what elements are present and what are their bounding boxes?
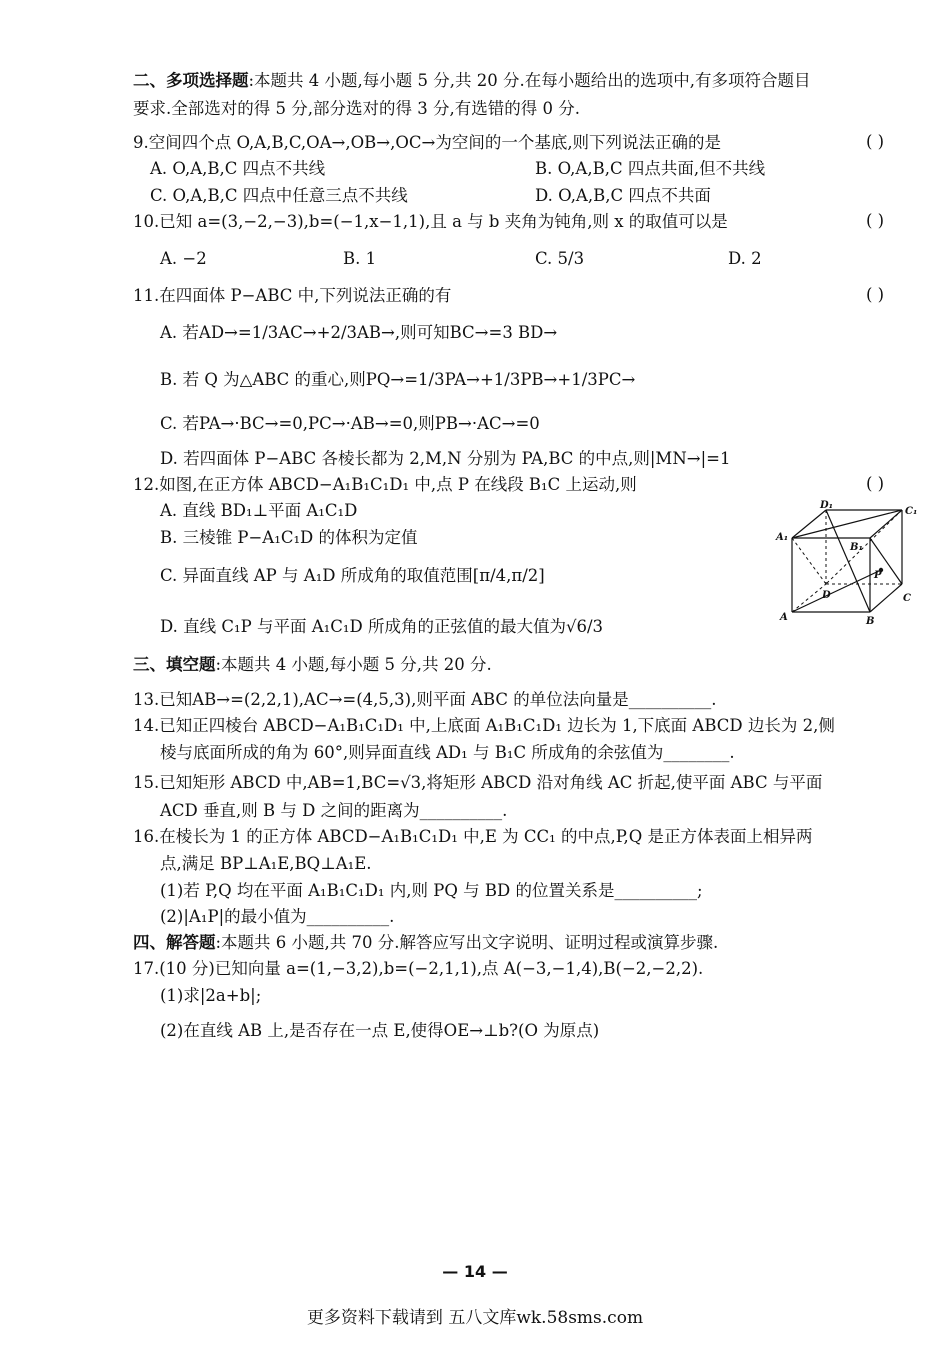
- q11-option-d: D. 若四面体 P−ABC 各棱长都为 2,M,N 分别为 PA,BC 的中点,则|MN→|=1: [160, 449, 731, 468]
- q11-option-c: C. 若PA→·BC→=0,PC→·AB→=0,则PB→·AC→=0: [160, 414, 540, 433]
- q14-line2: 棱与底面所成的角为 60°,则异面直线 AD₁ 与 B₁C 所成角的余弦值为________.: [160, 743, 735, 762]
- section3-title: 三、填空题: [133, 655, 216, 674]
- label-A1: A₁: [776, 532, 789, 543]
- q16-line2: 点,满足 BP⊥A₁E,BQ⊥A₁E.: [160, 854, 372, 873]
- cube-figure: [772, 500, 922, 630]
- q14-line1: 14.已知正四棱台 ABCD−A₁B₁C₁D₁ 中,上底面 A₁B₁C₁D₁ 边长为 1,下底面 ABCD 边长为 2,侧: [133, 716, 835, 735]
- q17-line1: 17.(10 分)已知向量 a=(1,−3,2),b=(−2,1,1),点 A(−3,−1,4),B(−2,−2,2).: [133, 959, 704, 978]
- label-C1: C₁: [905, 506, 918, 517]
- q9-option-c: C. O,A,B,C 四点中任意三点不共线: [150, 186, 408, 205]
- section3-desc: :本题共 4 小题,每小题 5 分,共 20 分.: [215, 655, 492, 674]
- q12-option-c: C. 异面直线 AP 与 A₁D 所成角的取值范围[π/4,π/2]: [160, 566, 545, 585]
- q13-text: 13.已知AB→=(2,2,1),AC→=(4,5,3),则平面 ABC 的单位法向量是__________.: [133, 690, 717, 709]
- q10-stem: 10.已知 a=(3,−2,−3),b=(−1,x−1,1),且 a 与 b 夹角为钝角,则 x 的取值可以是: [133, 212, 728, 231]
- q9-option-b: B. O,A,B,C 四点共面,但不共线: [535, 159, 766, 178]
- section3-heading: [133, 654, 492, 676]
- q10-option-b: B. 1: [343, 249, 377, 268]
- label-C: C: [903, 593, 911, 604]
- section2-title: 二、多项选择题: [133, 71, 249, 90]
- section2-desc-line2: 要求.全部选对的得 5 分,部分选对的得 3 分,有选错的得 0 分.: [133, 99, 580, 118]
- section4-desc: :本题共 6 小题,共 70 分.解答应写出文字说明、证明过程或演算步骤.: [215, 933, 719, 952]
- q10-option-c: C. 5/3: [535, 249, 585, 268]
- q10-option-a: A. −2: [160, 249, 207, 268]
- q17-line3: (2)在直线 AB 上,是否存在一点 E,使得OE→⊥b?(O 为原点): [160, 1021, 600, 1040]
- q9-option-d: D. O,A,B,C 四点不共面: [535, 186, 711, 205]
- q12-option-a: A. 直线 BD₁⊥平面 A₁C₁D: [160, 501, 358, 520]
- q11-option-a: A. 若AD→=1/3AC→+2/3AB→,则可知BC→=3 BD→: [160, 323, 558, 342]
- q9-stem: 9.空间四个点 O,A,B,C,OA→,OB→,OC→为空间的一个基底,则下列说法正确的是: [133, 133, 722, 152]
- q15-line1: 15.已知矩形 ABCD 中,AB=1,BC=√3,将矩形 ABCD 沿对角线 AC 折起,使平面 ABC 与平面: [133, 773, 823, 792]
- q11-answer-paren: ( ): [866, 285, 885, 304]
- q12-option-b: B. 三棱锥 P−A₁C₁D 的体积为定值: [160, 528, 418, 547]
- q12-option-d: D. 直线 C₁P 与平面 A₁C₁D 所成角的正弦值的最大值为√6/3: [160, 617, 604, 636]
- q12-answer-paren: ( ): [866, 474, 885, 493]
- q10-answer-paren: ( ): [866, 211, 885, 230]
- label-B: B: [866, 616, 875, 627]
- q16-line4: (2)|A₁P|的最小值为__________.: [160, 907, 395, 926]
- footer-text: 更多资料下载请到 五八文库wk.58sms.com: [306, 1308, 644, 1328]
- q15-line2: ACD 垂直,则 B 与 D 之间的距离为__________.: [160, 801, 508, 820]
- q12-stem: 12.如图,在正方体 ABCD−A₁B₁C₁D₁ 中,点 P 在线段 B₁C 上运动,则: [133, 475, 637, 494]
- q17-line2: (1)求|2a+b|;: [160, 986, 262, 1005]
- section2-heading: [133, 70, 811, 92]
- label-D1: D₁: [820, 500, 834, 511]
- q9-option-a: A. O,A,B,C 四点不共线: [150, 159, 326, 178]
- page-number: — 14 —: [442, 1262, 508, 1281]
- q16-line1: 16.在棱长为 1 的正方体 ABCD−A₁B₁C₁D₁ 中,E 为 CC₁ 的中点,P,Q 是正方体表面上相异两: [133, 827, 813, 846]
- q16-line3: (1)若 P,Q 均在平面 A₁B₁C₁D₁ 内,则 PQ 与 BD 的位置关系是__________;: [160, 881, 703, 900]
- section4-heading: [133, 932, 718, 954]
- label-P: P: [874, 570, 882, 581]
- q11-option-b: B. 若 Q 为△ABC 的重心,则PQ→=1/3PA→+1/3PB→+1/3PC→: [160, 370, 636, 389]
- q9-answer-paren: ( ): [866, 132, 885, 151]
- section2-desc-line1: :本题共 4 小题,每小题 5 分,共 20 分.在每小题给出的选项中,有多项符合题目: [248, 71, 811, 90]
- label-B1: B₁: [850, 542, 863, 553]
- q11-stem: 11.在四面体 P−ABC 中,下列说法正确的有: [133, 286, 452, 305]
- label-D: D: [822, 590, 831, 601]
- label-A: A: [780, 612, 788, 623]
- section4-title: 四、解答题: [133, 933, 216, 952]
- q10-option-d: D. 2: [728, 249, 762, 268]
